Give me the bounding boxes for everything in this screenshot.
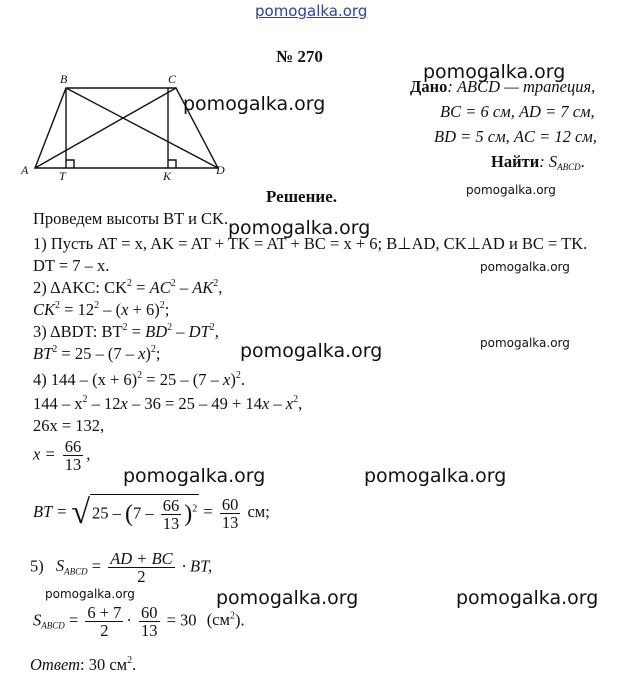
given-line-2: BC = 6 см, AD = 7 см,	[440, 102, 595, 121]
find-line: Найти: $S_{ABCD}$.	[491, 152, 585, 172]
watermark-top-link[interactable]: pomogalka.org	[255, 2, 368, 20]
problem-number: № 270	[276, 47, 323, 66]
step-5: 5) $S_{ABCD}$ = $\frac{AD + BC}{2}$ · BT,	[30, 549, 213, 586]
solution-heading: Решение.	[266, 187, 337, 206]
watermark: pomogalka.org	[466, 183, 556, 197]
watermark: pomogalka.org	[364, 465, 507, 487]
given-line-1	[410, 77, 595, 97]
vertex-label-b: B	[60, 72, 68, 86]
given-label: Дано	[410, 77, 448, 96]
answer: Ответ: 30 $см^2$.	[30, 655, 137, 674]
x-value: x = $\frac{66}{13}$ ,	[33, 437, 91, 474]
step-3: 3) ΔBDT: $BT^2 = BD^2 - DT^2$,	[33, 322, 219, 341]
solution-intro: Проведем высоты BT и CK.	[33, 209, 229, 228]
find-label: Найти	[491, 152, 540, 171]
area-result: $S_{ABCD}$ = $\frac{6 + 7}{2}$ · $\frac{60}{13}$ = 30 $(см^2)$.	[33, 603, 245, 640]
watermark: pomogalka.org	[480, 336, 570, 350]
vertex-label-a: A	[21, 163, 29, 177]
given-text: : ABCD — трапеция,	[447, 77, 596, 96]
area-formula-fraction: $\frac{AD + BC}{2}$	[110, 549, 173, 586]
bt-line: BT = √ 25 – (7 – $\frac{66}{13}$ )$^2$ = $\frac{60}{13}$ см;	[33, 494, 270, 533]
watermark: pomogalka.org	[123, 465, 266, 487]
x-fraction: $\frac{66}{13}$	[64, 437, 82, 474]
point-label-t: T	[59, 169, 66, 180]
step-2: 2) ΔAKC: $CK^2 = AC^2 - AK^2$,	[33, 278, 223, 297]
watermark: pomogalka.org	[45, 587, 135, 601]
bt-radical: √ 25 – (7 – $\frac{66}{13}$ )$^2$	[71, 494, 198, 533]
watermark: pomogalka.org	[480, 260, 570, 274]
watermark: pomogalka.org	[456, 587, 599, 609]
watermark: pomogalka.org	[183, 93, 326, 115]
watermark: pomogalka.org	[240, 340, 383, 362]
given-line-3: BD = 5 см, AC = 12 см,	[434, 127, 597, 146]
watermark: pomogalka.org	[216, 587, 359, 609]
trapezoid-figure	[18, 70, 233, 180]
bt-fraction: $\frac{60}{13}$	[221, 494, 239, 532]
step-4-linear: 26x = 132,	[33, 416, 105, 435]
step-2b: $CK^2 = 12^2 - (x + 6)^2$;	[33, 300, 170, 319]
step-4-expand: $144 - x^2 - 12x - 36 = 25 - 49 + 14x - x^2$,	[33, 394, 303, 413]
step-3b: $BT^2 = 25 - (7 - x)^2$;	[33, 344, 161, 363]
point-label-k: K	[163, 169, 172, 180]
vertex-label-c: C	[168, 72, 177, 86]
step-4: 4) $144 - (x + 6)^2 = 25 - (7 - x)^2$.	[33, 370, 245, 389]
watermark: pomogalka.org	[423, 61, 566, 83]
step-1: 1) Пусть AT = x, AK = AT + TK = AT + BC = x + 6; B⊥AD, CK⊥AD и BC = TK.	[33, 234, 588, 253]
vertex-label-d: D	[216, 163, 225, 177]
step-1b: DT = 7 – x.	[33, 256, 110, 275]
watermark: pomogalka.org	[228, 217, 371, 239]
